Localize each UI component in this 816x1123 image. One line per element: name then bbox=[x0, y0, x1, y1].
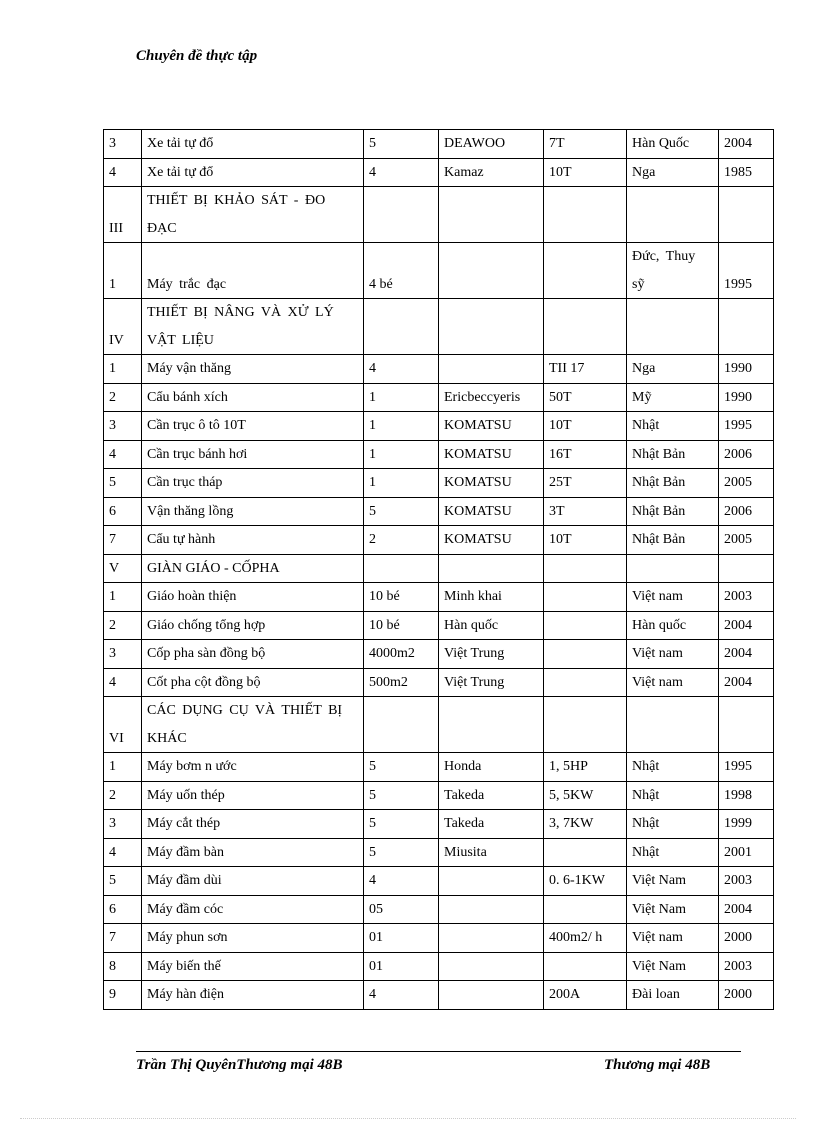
cell-year: 1990 bbox=[719, 355, 774, 384]
cell-maker bbox=[439, 243, 544, 299]
cell-year bbox=[719, 554, 774, 583]
cell-maker: Miusita bbox=[439, 838, 544, 867]
cell-name: Xe tải tự đổ bbox=[142, 130, 364, 159]
footer-class: Thương mại 48B bbox=[604, 1057, 711, 1073]
cell-stt: IV bbox=[104, 299, 142, 355]
cell-origin bbox=[627, 187, 719, 243]
cell-origin: Đức, Thuy sỹ bbox=[627, 243, 719, 299]
table-row bbox=[104, 668, 774, 697]
cell-stt: 1 bbox=[104, 583, 142, 612]
cell-stt: 7 bbox=[104, 924, 142, 953]
cell-maker: DEAWOO bbox=[439, 130, 544, 159]
cell-stt: 1 bbox=[104, 753, 142, 782]
cell-stt: 8 bbox=[104, 952, 142, 981]
cell-maker bbox=[439, 895, 544, 924]
cell-capacity: 0. 6-1KW bbox=[544, 867, 627, 896]
cell-stt: 6 bbox=[104, 497, 142, 526]
cell-capacity: 5, 5KW bbox=[544, 781, 627, 810]
cell-stt: 2 bbox=[104, 611, 142, 640]
cell-quantity bbox=[364, 554, 439, 583]
cell-maker bbox=[439, 299, 544, 355]
table-row bbox=[104, 440, 774, 469]
cell-year: 2004 bbox=[719, 640, 774, 669]
table-row bbox=[104, 243, 774, 299]
table-row bbox=[104, 187, 774, 243]
cell-stt: 3 bbox=[104, 130, 142, 159]
cell-maker bbox=[439, 981, 544, 1010]
cell-capacity bbox=[544, 697, 627, 753]
equipment-table bbox=[103, 129, 774, 1010]
cell-quantity: 5 bbox=[364, 838, 439, 867]
cell-capacity bbox=[544, 243, 627, 299]
cell-name: Giáo chống tổng hợp bbox=[142, 611, 364, 640]
cell-origin: Nhật bbox=[627, 810, 719, 839]
cell-year: 2006 bbox=[719, 497, 774, 526]
cell-name: Máy cắt thép bbox=[142, 810, 364, 839]
cell-origin: Việt Nam bbox=[627, 895, 719, 924]
cell-quantity: 1 bbox=[364, 383, 439, 412]
cell-year: 2005 bbox=[719, 469, 774, 498]
cell-origin: Nga bbox=[627, 355, 719, 384]
cell-year: 2005 bbox=[719, 526, 774, 555]
cell-quantity: 5 bbox=[364, 130, 439, 159]
cell-quantity: 4 bé bbox=[364, 243, 439, 299]
cell-year: 2003 bbox=[719, 583, 774, 612]
cell-capacity bbox=[544, 895, 627, 924]
cell-year: 1990 bbox=[719, 383, 774, 412]
cell-stt: 4 bbox=[104, 838, 142, 867]
page-header-title: Chuyên đề thực tập bbox=[136, 48, 258, 64]
cell-name: Cẩu tự hành bbox=[142, 526, 364, 555]
cell-quantity bbox=[364, 299, 439, 355]
cell-capacity: 25T bbox=[544, 469, 627, 498]
cell-stt: III bbox=[104, 187, 142, 243]
cell-quantity: 4 bbox=[364, 158, 439, 187]
cell-origin: Nhật Bản bbox=[627, 440, 719, 469]
table-row bbox=[104, 299, 774, 355]
cell-origin bbox=[627, 697, 719, 753]
cell-capacity bbox=[544, 952, 627, 981]
cell-quantity: 2 bbox=[364, 526, 439, 555]
cell-origin: Nga bbox=[627, 158, 719, 187]
cell-year: 2000 bbox=[719, 924, 774, 953]
table-row bbox=[104, 838, 774, 867]
cell-name: Cần trục ô tô 10T bbox=[142, 412, 364, 441]
cell-stt: 3 bbox=[104, 412, 142, 441]
cell-origin: Hàn quốc bbox=[627, 611, 719, 640]
cell-name: Cốt pha cột đồng bộ bbox=[142, 668, 364, 697]
table-row bbox=[104, 554, 774, 583]
cell-year: 1998 bbox=[719, 781, 774, 810]
cell-quantity: 05 bbox=[364, 895, 439, 924]
cell-capacity: 10T bbox=[544, 158, 627, 187]
cell-maker: Ericbeccyeris bbox=[439, 383, 544, 412]
cell-origin: Việt nam bbox=[627, 640, 719, 669]
cell-maker: Takeda bbox=[439, 810, 544, 839]
cell-maker: Việt Trung bbox=[439, 640, 544, 669]
cell-stt: 5 bbox=[104, 867, 142, 896]
cell-capacity bbox=[544, 299, 627, 355]
cell-stt: 4 bbox=[104, 158, 142, 187]
cell-name: Máy đầm bàn bbox=[142, 838, 364, 867]
page-bottom-border bbox=[20, 1118, 796, 1119]
table-row bbox=[104, 952, 774, 981]
cell-stt: 9 bbox=[104, 981, 142, 1010]
table-row bbox=[104, 895, 774, 924]
cell-maker: KOMATSU bbox=[439, 526, 544, 555]
cell-maker bbox=[439, 697, 544, 753]
table-row bbox=[104, 781, 774, 810]
cell-name: Cần trục tháp bbox=[142, 469, 364, 498]
table-row bbox=[104, 753, 774, 782]
cell-capacity: 1, 5HP bbox=[544, 753, 627, 782]
footer-author: Trần Thị QuyênThương mại 48B bbox=[136, 1057, 343, 1073]
cell-maker bbox=[439, 187, 544, 243]
cell-origin: Việt Nam bbox=[627, 867, 719, 896]
cell-quantity: 500m2 bbox=[364, 668, 439, 697]
cell-name: Cần trục bánh hơi bbox=[142, 440, 364, 469]
cell-capacity: 3T bbox=[544, 497, 627, 526]
cell-year: 1995 bbox=[719, 753, 774, 782]
cell-year bbox=[719, 299, 774, 355]
footer-divider bbox=[136, 1051, 741, 1052]
cell-year: 1999 bbox=[719, 810, 774, 839]
cell-quantity: 5 bbox=[364, 753, 439, 782]
cell-year: 2003 bbox=[719, 952, 774, 981]
cell-maker: KOMATSU bbox=[439, 497, 544, 526]
cell-name: Máy phun sơn bbox=[142, 924, 364, 953]
cell-maker: Kamaz bbox=[439, 158, 544, 187]
cell-stt: 1 bbox=[104, 243, 142, 299]
cell-year: 1995 bbox=[719, 243, 774, 299]
cell-stt: 2 bbox=[104, 383, 142, 412]
cell-stt: 3 bbox=[104, 810, 142, 839]
cell-quantity: 1 bbox=[364, 412, 439, 441]
cell-quantity: 4 bbox=[364, 355, 439, 384]
cell-name: Máy đầm cóc bbox=[142, 895, 364, 924]
cell-stt: 4 bbox=[104, 668, 142, 697]
cell-origin: Đài loan bbox=[627, 981, 719, 1010]
cell-name: Vận thăng lồng bbox=[142, 497, 364, 526]
table-row bbox=[104, 611, 774, 640]
cell-year: 2000 bbox=[719, 981, 774, 1010]
cell-origin: Nhật bbox=[627, 838, 719, 867]
table-row bbox=[104, 355, 774, 384]
cell-year: 2001 bbox=[719, 838, 774, 867]
cell-capacity: 10T bbox=[544, 412, 627, 441]
cell-quantity: 10 bé bbox=[364, 611, 439, 640]
cell-name: Máy vận thăng bbox=[142, 355, 364, 384]
cell-origin: Việt nam bbox=[627, 924, 719, 953]
table-row bbox=[104, 810, 774, 839]
cell-quantity: 01 bbox=[364, 952, 439, 981]
cell-quantity: 1 bbox=[364, 469, 439, 498]
cell-maker: Việt Trung bbox=[439, 668, 544, 697]
cell-year: 2004 bbox=[719, 611, 774, 640]
cell-quantity: 5 bbox=[364, 810, 439, 839]
cell-stt: 1 bbox=[104, 355, 142, 384]
table-row bbox=[104, 497, 774, 526]
cell-quantity: 4 bbox=[364, 867, 439, 896]
cell-origin: Nhật bbox=[627, 412, 719, 441]
cell-year: 2003 bbox=[719, 867, 774, 896]
cell-capacity: 10T bbox=[544, 526, 627, 555]
cell-maker bbox=[439, 867, 544, 896]
cell-quantity: 4000m2 bbox=[364, 640, 439, 669]
cell-origin: Nhật Bản bbox=[627, 469, 719, 498]
cell-capacity: 16T bbox=[544, 440, 627, 469]
table-row bbox=[104, 412, 774, 441]
cell-capacity: TII 17 bbox=[544, 355, 627, 384]
equipment-table-body bbox=[104, 130, 774, 1010]
cell-name: THIẾT BỊ KHẢO SÁT - ĐO ĐẠC bbox=[142, 187, 364, 243]
table-row bbox=[104, 867, 774, 896]
cell-capacity bbox=[544, 583, 627, 612]
cell-stt: 6 bbox=[104, 895, 142, 924]
cell-maker: Hàn quốc bbox=[439, 611, 544, 640]
cell-maker bbox=[439, 355, 544, 384]
cell-quantity: 10 bé bbox=[364, 583, 439, 612]
cell-name: CÁC DỤNG CỤ VÀ THIẾT BỊ KHÁC bbox=[142, 697, 364, 753]
cell-name: Cẩu bánh xích bbox=[142, 383, 364, 412]
cell-capacity bbox=[544, 187, 627, 243]
cell-capacity bbox=[544, 640, 627, 669]
cell-origin: Nhật bbox=[627, 753, 719, 782]
cell-maker bbox=[439, 924, 544, 953]
cell-year: 2004 bbox=[719, 895, 774, 924]
cell-origin bbox=[627, 554, 719, 583]
cell-origin: Nhật bbox=[627, 781, 719, 810]
cell-name: Máy đầm dùi bbox=[142, 867, 364, 896]
cell-origin: Nhật Bản bbox=[627, 497, 719, 526]
cell-stt: V bbox=[104, 554, 142, 583]
cell-stt: 4 bbox=[104, 440, 142, 469]
cell-year: 2004 bbox=[719, 668, 774, 697]
cell-maker: Takeda bbox=[439, 781, 544, 810]
cell-stt: 5 bbox=[104, 469, 142, 498]
cell-origin bbox=[627, 299, 719, 355]
table-row bbox=[104, 583, 774, 612]
cell-origin: Hàn Quốc bbox=[627, 130, 719, 159]
cell-capacity bbox=[544, 611, 627, 640]
cell-quantity: 5 bbox=[364, 781, 439, 810]
cell-year: 2004 bbox=[719, 130, 774, 159]
cell-capacity: 50T bbox=[544, 383, 627, 412]
cell-maker: KOMATSU bbox=[439, 440, 544, 469]
cell-year: 1995 bbox=[719, 412, 774, 441]
cell-name: Cốp pha sàn đồng bộ bbox=[142, 640, 364, 669]
cell-year: 1985 bbox=[719, 158, 774, 187]
table-row bbox=[104, 924, 774, 953]
cell-name: Máy biến thế bbox=[142, 952, 364, 981]
table-row bbox=[104, 158, 774, 187]
cell-maker: KOMATSU bbox=[439, 469, 544, 498]
cell-quantity bbox=[364, 187, 439, 243]
cell-maker bbox=[439, 952, 544, 981]
cell-maker: Minh khai bbox=[439, 583, 544, 612]
cell-name: Máy bơm n ước bbox=[142, 753, 364, 782]
cell-origin: Mỹ bbox=[627, 383, 719, 412]
table-row bbox=[104, 130, 774, 159]
cell-year bbox=[719, 187, 774, 243]
table-row bbox=[104, 383, 774, 412]
cell-name: Máy trắc đạc bbox=[142, 243, 364, 299]
cell-capacity bbox=[544, 554, 627, 583]
cell-capacity: 200A bbox=[544, 981, 627, 1010]
cell-quantity: 1 bbox=[364, 440, 439, 469]
cell-origin: Việt nam bbox=[627, 668, 719, 697]
cell-maker: KOMATSU bbox=[439, 412, 544, 441]
cell-stt: 3 bbox=[104, 640, 142, 669]
cell-capacity: 3, 7KW bbox=[544, 810, 627, 839]
cell-name: GIÀN GIÁO - CỐPHA bbox=[142, 554, 364, 583]
cell-maker bbox=[439, 554, 544, 583]
cell-stt: 7 bbox=[104, 526, 142, 555]
cell-capacity bbox=[544, 668, 627, 697]
table-row bbox=[104, 697, 774, 753]
cell-capacity: 400m2/ h bbox=[544, 924, 627, 953]
cell-origin: Việt nam bbox=[627, 583, 719, 612]
cell-capacity: 7T bbox=[544, 130, 627, 159]
table-row bbox=[104, 469, 774, 498]
cell-quantity: 5 bbox=[364, 497, 439, 526]
cell-stt: VI bbox=[104, 697, 142, 753]
table-row bbox=[104, 981, 774, 1010]
cell-year: 2006 bbox=[719, 440, 774, 469]
cell-capacity bbox=[544, 838, 627, 867]
cell-year bbox=[719, 697, 774, 753]
cell-quantity: 4 bbox=[364, 981, 439, 1010]
cell-origin: Việt Nam bbox=[627, 952, 719, 981]
cell-origin: Nhật Bản bbox=[627, 526, 719, 555]
cell-name: Xe tải tự đổ bbox=[142, 158, 364, 187]
cell-name: Máy hàn điện bbox=[142, 981, 364, 1010]
cell-name: Giáo hoàn thiện bbox=[142, 583, 364, 612]
cell-quantity bbox=[364, 697, 439, 753]
cell-quantity: 01 bbox=[364, 924, 439, 953]
table-row bbox=[104, 526, 774, 555]
cell-name: Máy uốn thép bbox=[142, 781, 364, 810]
cell-stt: 2 bbox=[104, 781, 142, 810]
table-row bbox=[104, 640, 774, 669]
cell-maker: Honda bbox=[439, 753, 544, 782]
cell-name: THIẾT BỊ NÂNG VÀ XỬ LÝ VẬT LIỆU bbox=[142, 299, 364, 355]
